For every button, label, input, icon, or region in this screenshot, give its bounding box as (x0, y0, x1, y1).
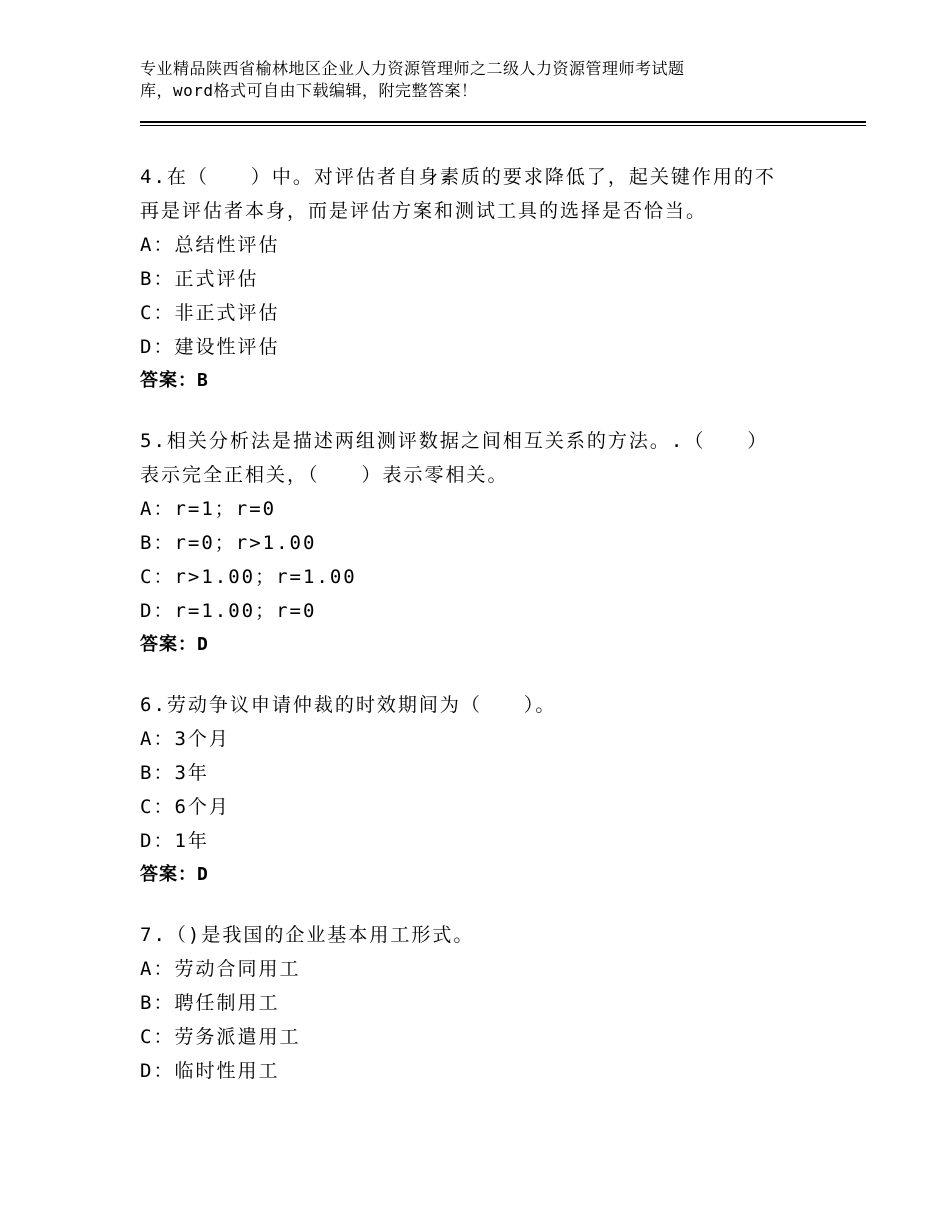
option-a: A：3个月 (140, 728, 230, 750)
question-list (140, 160, 820, 1114)
option-c: C：非正式评估 (140, 302, 280, 324)
answer-label: 答案：B (140, 370, 209, 391)
option-c: C：劳务派遣用工 (140, 1026, 301, 1048)
question-6 (140, 688, 820, 892)
question-text-line: 4.在（ ）中。对评估者自身素质的要求降低了，起关键作用的不 (140, 166, 776, 188)
question-text-line: 5.相关分析法是描述两组测评数据之间相互关系的方法。.（ ） (140, 430, 769, 452)
option-d: D：临时性用工 (140, 1060, 280, 1082)
answer-label: 答案：D (140, 864, 209, 885)
answer-label: 答案：D (140, 634, 209, 655)
option-b: B：聘任制用工 (140, 992, 280, 1014)
question-5 (140, 424, 820, 662)
header-line-2: 库，word格式可自由下载编辑，附完整答案！ (140, 81, 478, 100)
document-header (140, 58, 820, 102)
option-a: A：r=1；r=0 (140, 498, 277, 520)
option-b: B：3年 (140, 762, 209, 784)
question-text-line: 再是评估者本身，而是评估方案和测试工具的选择是否恰当。 (140, 200, 708, 222)
question-text-line: 6.劳动争议申请仲裁的时效期间为（ ）。 (140, 694, 557, 716)
option-d: D：r=1.00；r=0 (140, 600, 317, 622)
header-rule-thin (140, 125, 866, 126)
option-c: C：6个月 (140, 796, 230, 818)
option-d: D：建设性评估 (140, 336, 280, 358)
option-d: D：1年 (140, 830, 209, 852)
question-7 (140, 918, 820, 1088)
option-a: A：总结性评估 (140, 234, 280, 256)
question-text-line: 7.（)是我国的企业基本用工形式。 (140, 924, 475, 946)
option-a: A：劳动合同用工 (140, 958, 301, 980)
option-b: B：正式评估 (140, 268, 259, 290)
option-b: B：r=0；r>1.00 (140, 532, 317, 554)
header-rule-thick (140, 121, 866, 123)
option-c: C：r>1.00；r=1.00 (140, 566, 357, 588)
header-line-1: 专业精品陕西省榆林地区企业人力资源管理师之二级人力资源管理师考试题 (140, 59, 685, 78)
question-text-line: 表示完全正相关，（ ）表示零相关。 (140, 464, 509, 486)
question-4 (140, 160, 820, 398)
